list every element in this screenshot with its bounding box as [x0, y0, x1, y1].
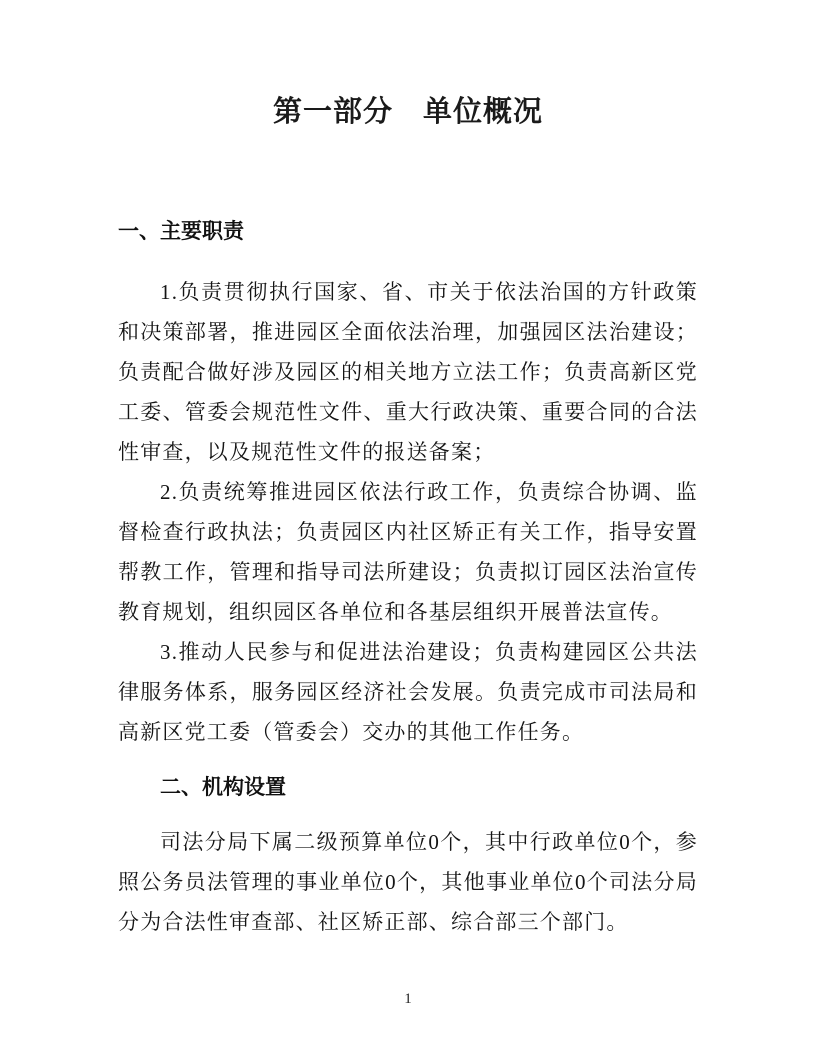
section-1-body	[118, 272, 698, 752]
document-content	[118, 0, 698, 942]
section-1-heading: 一、主要职责	[118, 220, 244, 243]
section-2-heading: 二、机构设置	[160, 776, 286, 799]
paragraph-duty-2: 2.负责统筹推进园区依法行政工作，负责综合协调、监督检查行政执法；负责园区内社区矫正有关工作，指导安置帮教工作，管理和指导司法所建设；负责拟订园区法治宣传教育规划，组织园区各单位和各基层组织开展普法宣传。	[118, 480, 698, 624]
document-title: 第一部分 单位概况	[272, 96, 543, 128]
section-2-body	[118, 822, 698, 942]
page-number: 1	[404, 991, 412, 1007]
paragraph-duty-3: 3.推动人民参与和促进法治建设；负责构建园区公共法律服务体系，服务园区经济社会发展。负责完成市司法局和高新区党工委（管委会）交办的其他工作任务。	[118, 640, 698, 744]
paragraph-duty-1: 1.负责贯彻执行国家、省、市关于依法治国的方针政策和决策部署，推进园区全面依法治理，加强园区法治建设；负责配合做好涉及园区的相关地方立法工作；负责高新区党工委、管委会规范性文件、重大行政决策、重要合同的合法性审查，以及规范性文件的报送备案；	[118, 280, 698, 464]
paragraph-org-setup: 司法分局下属二级预算单位0个，其中行政单位0个，参照公务员法管理的事业单位0个，其他事业单位0个司法分局分为合法性审查部、社区矫正部、综合部三个部门。	[118, 830, 698, 934]
